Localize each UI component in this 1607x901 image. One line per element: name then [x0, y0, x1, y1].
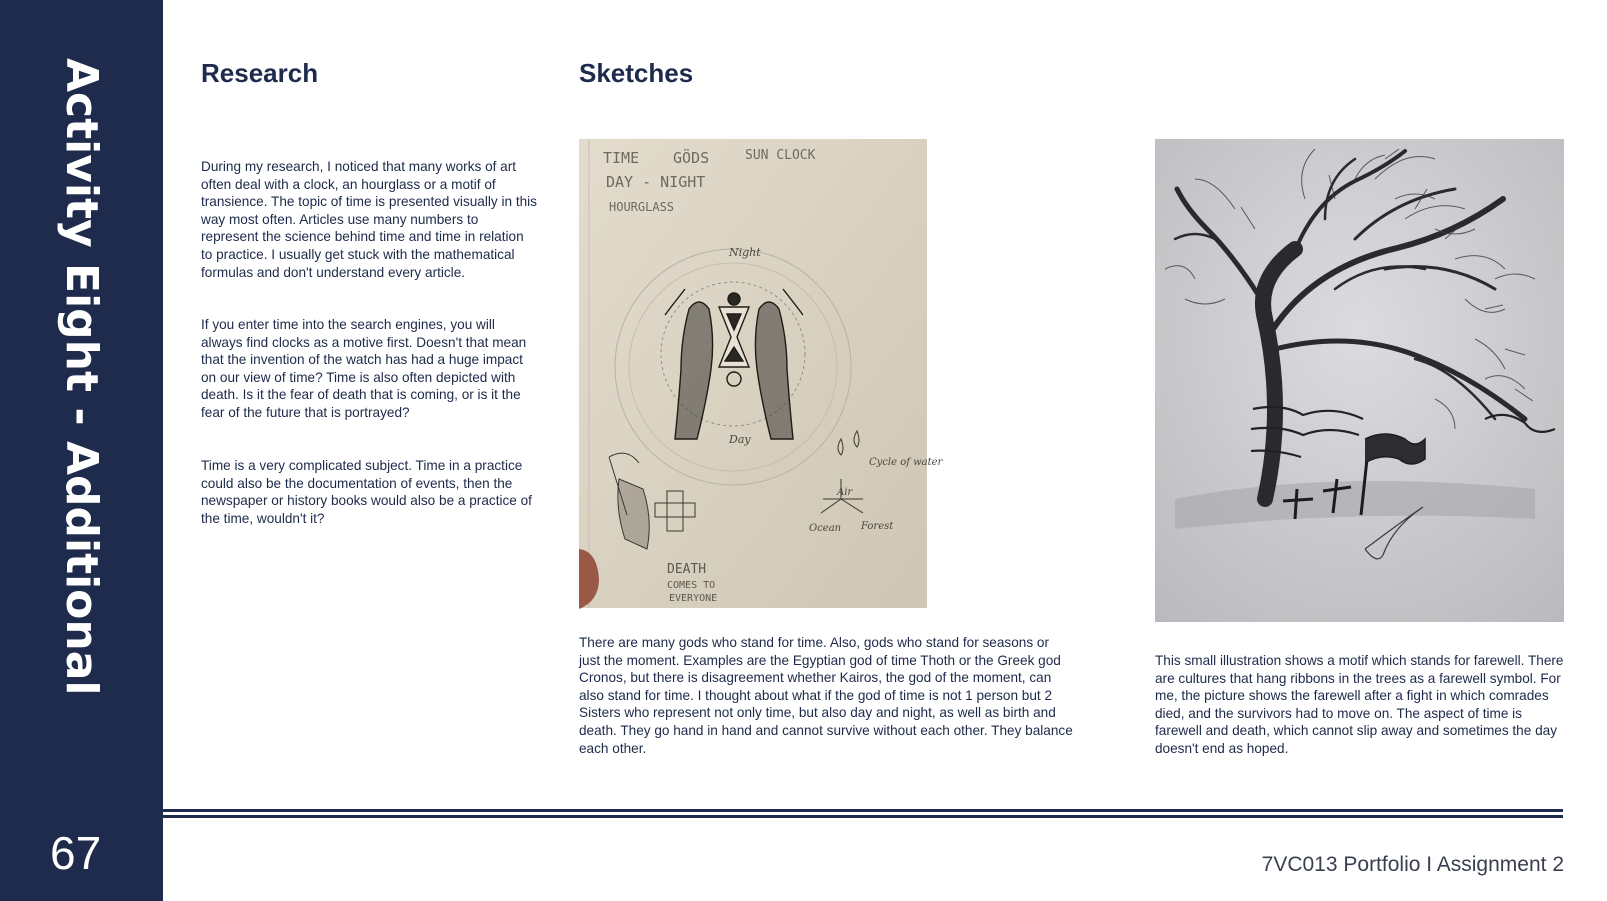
sketch-sisters-of-time: [579, 139, 943, 608]
sketch-note-day: Day: [729, 433, 751, 446]
sketch-note-hourglass: HOURGLASS: [609, 200, 675, 214]
footer-rule-left-bottom: [126, 815, 163, 818]
sketch-note-sun-clock: SUN CLOCK: [745, 148, 816, 163]
research-paragraph-2: If you enter time into the search engines, you will always find clocks as a motive first. Doesn't that mean that the invention of the watch has had a huge impact on our view of time? Time is also often depicted with death. Is it the fear of death that is coming, or is it the fear of the future that is portrayed?: [201, 317, 527, 420]
footer-rule-left-top: [126, 809, 163, 812]
sketch-note-ocean: Ocean: [809, 523, 842, 534]
sketch-caption-2: This small illustration shows a motif which stands for farewell. There are cultures that hang ribbons in the trees as a farewell symbol. For me, the picture shows the farewell after a fight in which comrades died, and the survivors had to move on. The aspect of time is farewell and death, which cannot slip away and sometimes the day doesn't end as hoped.: [1155, 653, 1564, 756]
sidebar-title: Activity Eight - Additional: [56, 58, 107, 696]
sketch-note-forest: Forest: [861, 521, 894, 532]
footer-rule-bottom: [163, 815, 1563, 818]
sketch-note-death: DEATH: [667, 562, 707, 577]
page-number: 67: [50, 827, 102, 879]
sketch-note-comes-to: COMES TO: [667, 580, 716, 591]
sketch-note-time: TIME: [603, 149, 640, 167]
sketch-caption-1: There are many gods who stand for time. Also, gods who stand for seasons or just the moment. Examples are the Egyptian god of time Thoth or the Greek god Cronos, but there is disagreement whether Kairos, the god of the moment, can also stand for time. I thought about what if the god of time is not 1 person but 2 Sisters who represent not only time, but also day and night, as well as birth and death. They go hand in hand and cannot survive without each other. They balance each other.: [579, 635, 1073, 756]
sketch-farewell-tree: [1155, 139, 1564, 622]
sketch-note-cycle-of-water: Cycle of water: [869, 457, 943, 468]
research-paragraph-3: Time is a very complicated subject. Time in a practice could also be the documentation of events, then the newspaper or history books would also be a practice of the time, wouldn't it?: [201, 458, 532, 526]
sketch-note-night: Night: [729, 246, 761, 259]
research-heading: Research: [201, 58, 319, 88]
footer-rule-top: [163, 809, 1563, 812]
sketch-note-day-night: DAY - NIGHT: [606, 173, 706, 191]
sidebar: [0, 0, 163, 901]
sketches-heading: Sketches: [579, 58, 694, 88]
footer-course-label: 7VC013 Portfolio I Assignment 2: [1261, 853, 1564, 876]
research-paragraph-1: During my research, I noticed that many works of art often deal with a clock, an hourglass or a motif of transience. The topic of time is presented visually in this way most often. Articles use many numbers to represent the science behind time and time in relation to practice. I usually get stuck with the mathematical formulas and don't understand every article.: [201, 159, 537, 280]
sketch-note-gods: GÖDS: [673, 149, 710, 167]
sketch-note-everyone: EVERYONE: [669, 593, 718, 604]
sketch-note-air: Air: [837, 487, 853, 498]
